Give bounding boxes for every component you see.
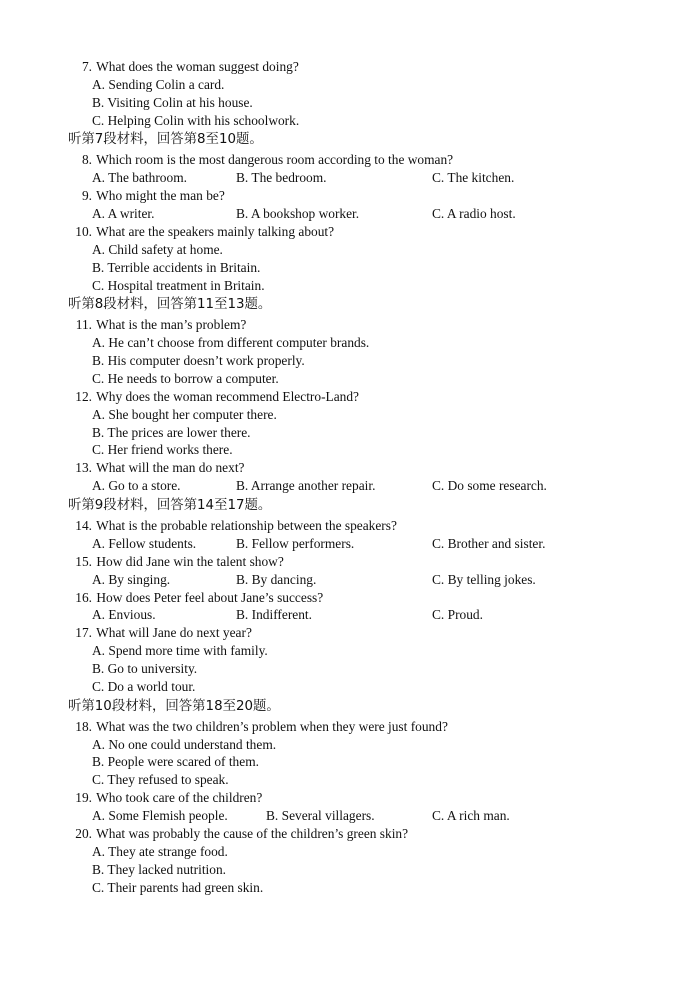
question-12 <box>68 388 359 405</box>
q8-option-c: C. The kitchen. <box>432 170 515 185</box>
q20-option-c: C. Their parents had green skin. <box>92 880 264 895</box>
q16-options <box>92 606 483 623</box>
question-14 <box>68 517 397 534</box>
question-number: 15. <box>75 554 92 569</box>
question-15 <box>68 553 284 570</box>
question-text: Why does the woman recommend Electro-Land? <box>96 389 359 404</box>
q15-option-c: C. By telling jokes. <box>432 572 536 587</box>
question-18 <box>68 718 448 735</box>
q19-option-a: A. Some Flemish people. <box>92 808 228 823</box>
q13-option-b: B. Arrange another repair. <box>236 478 376 493</box>
q11-option-c: C. He needs to borrow a computer. <box>92 371 279 386</box>
question-number: 9. <box>81 188 92 203</box>
question-number: 11. <box>75 317 92 332</box>
question-text: Which room is the most dangerous room according to the woman? <box>96 152 454 167</box>
question-number: 13. <box>75 460 92 475</box>
q14-options <box>92 535 546 552</box>
question-11 <box>68 316 246 333</box>
q14-option-a: A. Fellow students. <box>92 536 197 551</box>
q18-option-a: A. No one could understand them. <box>92 737 277 752</box>
question-number: 18. <box>75 719 92 734</box>
question-number: 7. <box>81 59 92 74</box>
q7-option-a: A. Sending Colin a card. <box>92 77 225 92</box>
question-number: 19. <box>75 790 92 805</box>
q16-option-b: B. Indifferent. <box>236 607 312 622</box>
q17-option-b: B. Go to university. <box>92 661 198 676</box>
q13-options <box>92 477 547 494</box>
question-16 <box>68 589 323 606</box>
q15-options <box>92 571 536 588</box>
question-text: How did Jane win the talent show? <box>96 554 284 569</box>
q19-options <box>92 807 510 824</box>
question-text: What will Jane do next year? <box>96 625 252 640</box>
q12-option-b: B. The prices are lower there. <box>92 425 251 440</box>
q14-option-c: C. Brother and sister. <box>432 536 546 551</box>
question-number: 16. <box>75 590 92 605</box>
q7-option-c: C. Helping Colin with his schoolwork. <box>92 113 300 128</box>
question-number: 12. <box>75 389 92 404</box>
question-text: What are the speakers mainly talking about? <box>96 224 335 239</box>
q12-option-a: A. She bought her computer there. <box>92 407 277 422</box>
question-text: How does Peter feel about Jane’s success? <box>96 590 324 605</box>
q8-option-a: A. The bathroom. <box>92 170 187 185</box>
q18-option-c: C. They refused to speak. <box>92 772 229 787</box>
q11-option-a: A. He can’t choose from different computer brands. <box>92 335 370 350</box>
question-number: 10. <box>75 224 92 239</box>
question-19 <box>68 789 262 806</box>
q9-option-c: C. A radio host. <box>432 206 516 221</box>
q20-option-b: B. They lacked nutrition. <box>92 862 227 877</box>
q14-option-b: B. Fellow performers. <box>236 536 355 551</box>
q19-option-c: C. A rich man. <box>432 808 510 823</box>
q18-option-b: B. People were scared of them. <box>92 754 259 769</box>
q13-option-c: C. Do some research. <box>432 478 547 493</box>
q12-option-c: C. Her friend works there. <box>92 442 233 457</box>
section-heading-9: 听第9段材料，回答第14至17题。 <box>68 498 272 513</box>
q10-option-a: A. Child safety at home. <box>92 242 223 257</box>
q9-option-b: B. A bookshop worker. <box>236 206 360 221</box>
question-text: What was probably the cause of the children’s green skin? <box>96 826 409 841</box>
question-8 <box>68 151 453 168</box>
question-20 <box>68 825 408 842</box>
question-text: What was the two children’s problem when they were just found? <box>96 719 448 734</box>
section-heading-8: 听第8段材料，回答第11至13题。 <box>68 297 272 312</box>
question-7 <box>68 58 299 75</box>
q15-option-b: B. By dancing. <box>236 572 317 587</box>
q17-option-a: A. Spend more time with family. <box>92 643 268 658</box>
q19-option-b: B. Several villagers. <box>266 808 375 823</box>
question-9 <box>68 187 225 204</box>
section-heading-7: 听第7段材料，回答第8至10题。 <box>68 132 263 147</box>
question-number: 17. <box>75 625 92 640</box>
question-text: What is the probable relationship between the speakers? <box>96 518 397 533</box>
question-13 <box>68 459 244 476</box>
q20-option-a: A. They ate strange food. <box>92 844 228 859</box>
q11-option-b: B. His computer doesn’t work properly. <box>92 353 305 368</box>
section-heading-10: 听第10段材料，回答第18至20题。 <box>68 699 280 714</box>
q16-option-a: A. Envious. <box>92 607 156 622</box>
question-text: What will the man do next? <box>96 460 245 475</box>
q10-option-b: B. Terrible accidents in Britain. <box>92 260 261 275</box>
q17-option-c: C. Do a world tour. <box>92 679 196 694</box>
q10-option-c: C. Hospital treatment in Britain. <box>92 278 265 293</box>
question-number: 14. <box>75 518 92 533</box>
question-17 <box>68 624 252 641</box>
question-text: Who might the man be? <box>96 188 225 203</box>
q8-options <box>92 169 515 186</box>
question-10 <box>68 223 334 240</box>
question-number: 20. <box>75 826 92 841</box>
question-text: Who took care of the children? <box>96 790 263 805</box>
q8-option-b: B. The bedroom. <box>236 170 327 185</box>
question-number: 8. <box>81 152 92 167</box>
q7-option-b: B. Visiting Colin at his house. <box>92 95 253 110</box>
question-text: What does the woman suggest doing? <box>96 59 299 74</box>
q9-option-a: A. A writer. <box>92 206 155 221</box>
question-text: What is the man’s problem? <box>96 317 247 332</box>
q9-options <box>92 205 516 222</box>
q16-option-c: C. Proud. <box>432 607 483 622</box>
q15-option-a: A. By singing. <box>92 572 171 587</box>
q13-option-a: A. Go to a store. <box>92 478 181 493</box>
